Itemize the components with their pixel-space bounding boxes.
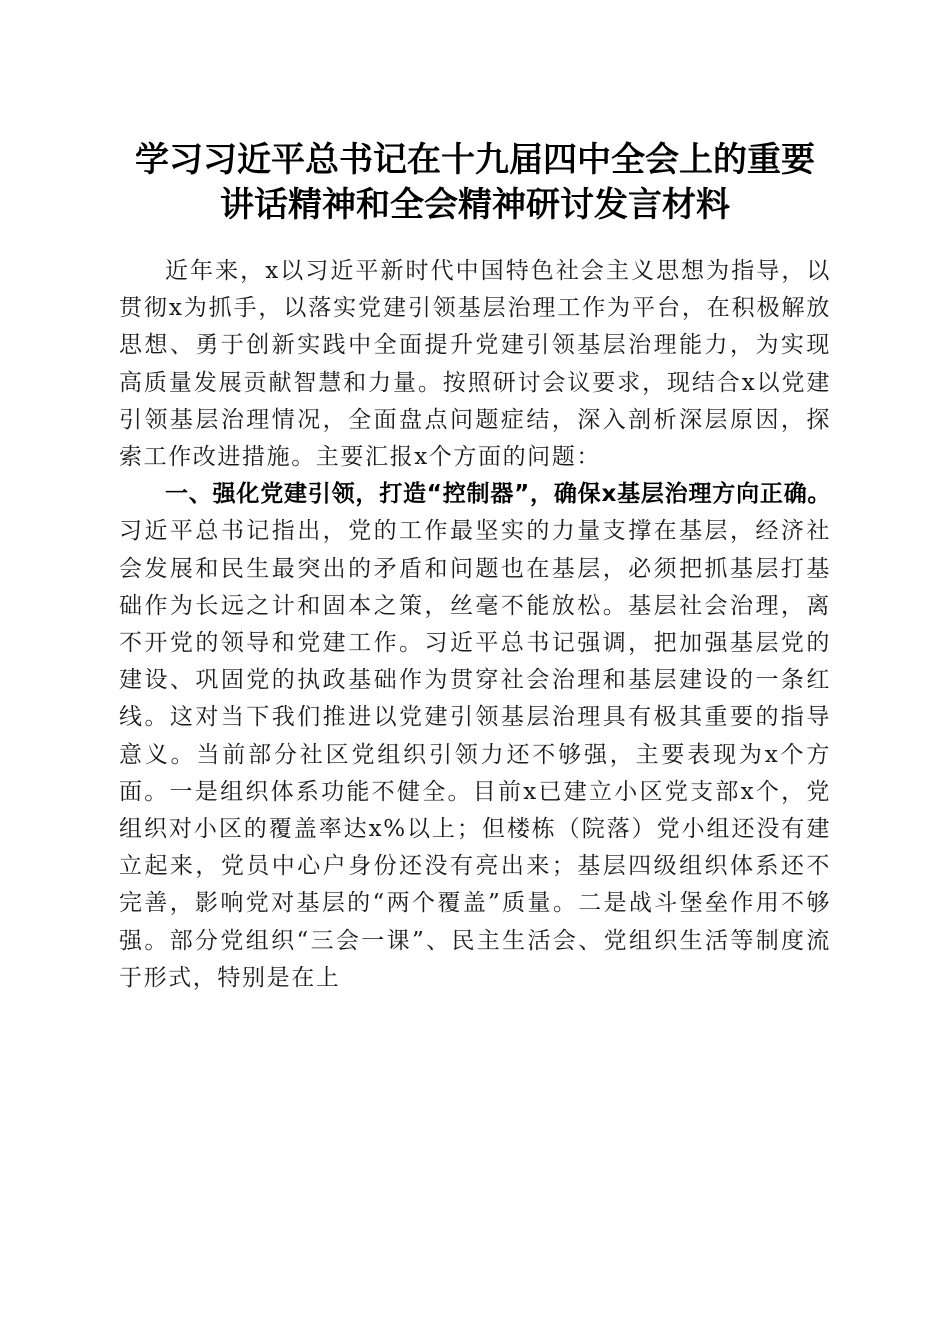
intro-paragraph: 近年来，x以习近平新时代中国特色社会主义思想为指导，以贯彻x为抓手，以落实党建引领基层治理工作为平台，在积极解放思想、勇于创新实践中全面提升党建引领基层治理能力，为实现高质量发展贡献智慧和力量。按照研讨会议要求，现结合x以党建引领基层治理情况，全面盘点问题症结，深入剖析深层原因，探索工作改进措施。主要汇报x个方面的问题： [119,258,831,471]
document-body [119,253,831,997]
section-1-heading: 一、强化党建引领，打造“控制器”，确保x基层治理方向正确。 [165,481,831,508]
title-line-1: 学习习近平总书记在十九届四中全会上的重要 [135,140,815,180]
title-line-2: 讲话精神和全会精神研讨发言材料 [220,185,730,225]
section-1-body: 习近平总书记指出，党的工作最坚实的力量支撑在基层，经济社会发展和民生最突出的矛盾和问题也在基层，必须把抓基层打基础作为长远之计和固本之策，丝毫不能放松。基层社会治理，离不开党的领导和党建工作。习近平总书记强调，把加强基层党的建设、巩固党的执政基础作为贯穿社会治理和基层建设的一条红线。这对当下我们推进以党建引领基层治理具有极其重要的指导意义。当前部分社区党组织引领力还不够强，主要表现为x个方面。一是组织体系功能不健全。目前x已建立小区党支部x个，党组织对小区的覆盖率达x%以上；但楼栋（院落）党小组还没有建立起来，党员中心户身份还没有亮出来；基层四级组织体系还不完善，影响党对基层的“两个覆盖”质量。二是战斗堡垒作用不够强。部分党组织“三会一课”、民主生活会、党组织生活等制度流于形式，特别是在上 [119,518,831,991]
section-1-paragraph [119,476,831,997]
document-title [100,138,850,228]
